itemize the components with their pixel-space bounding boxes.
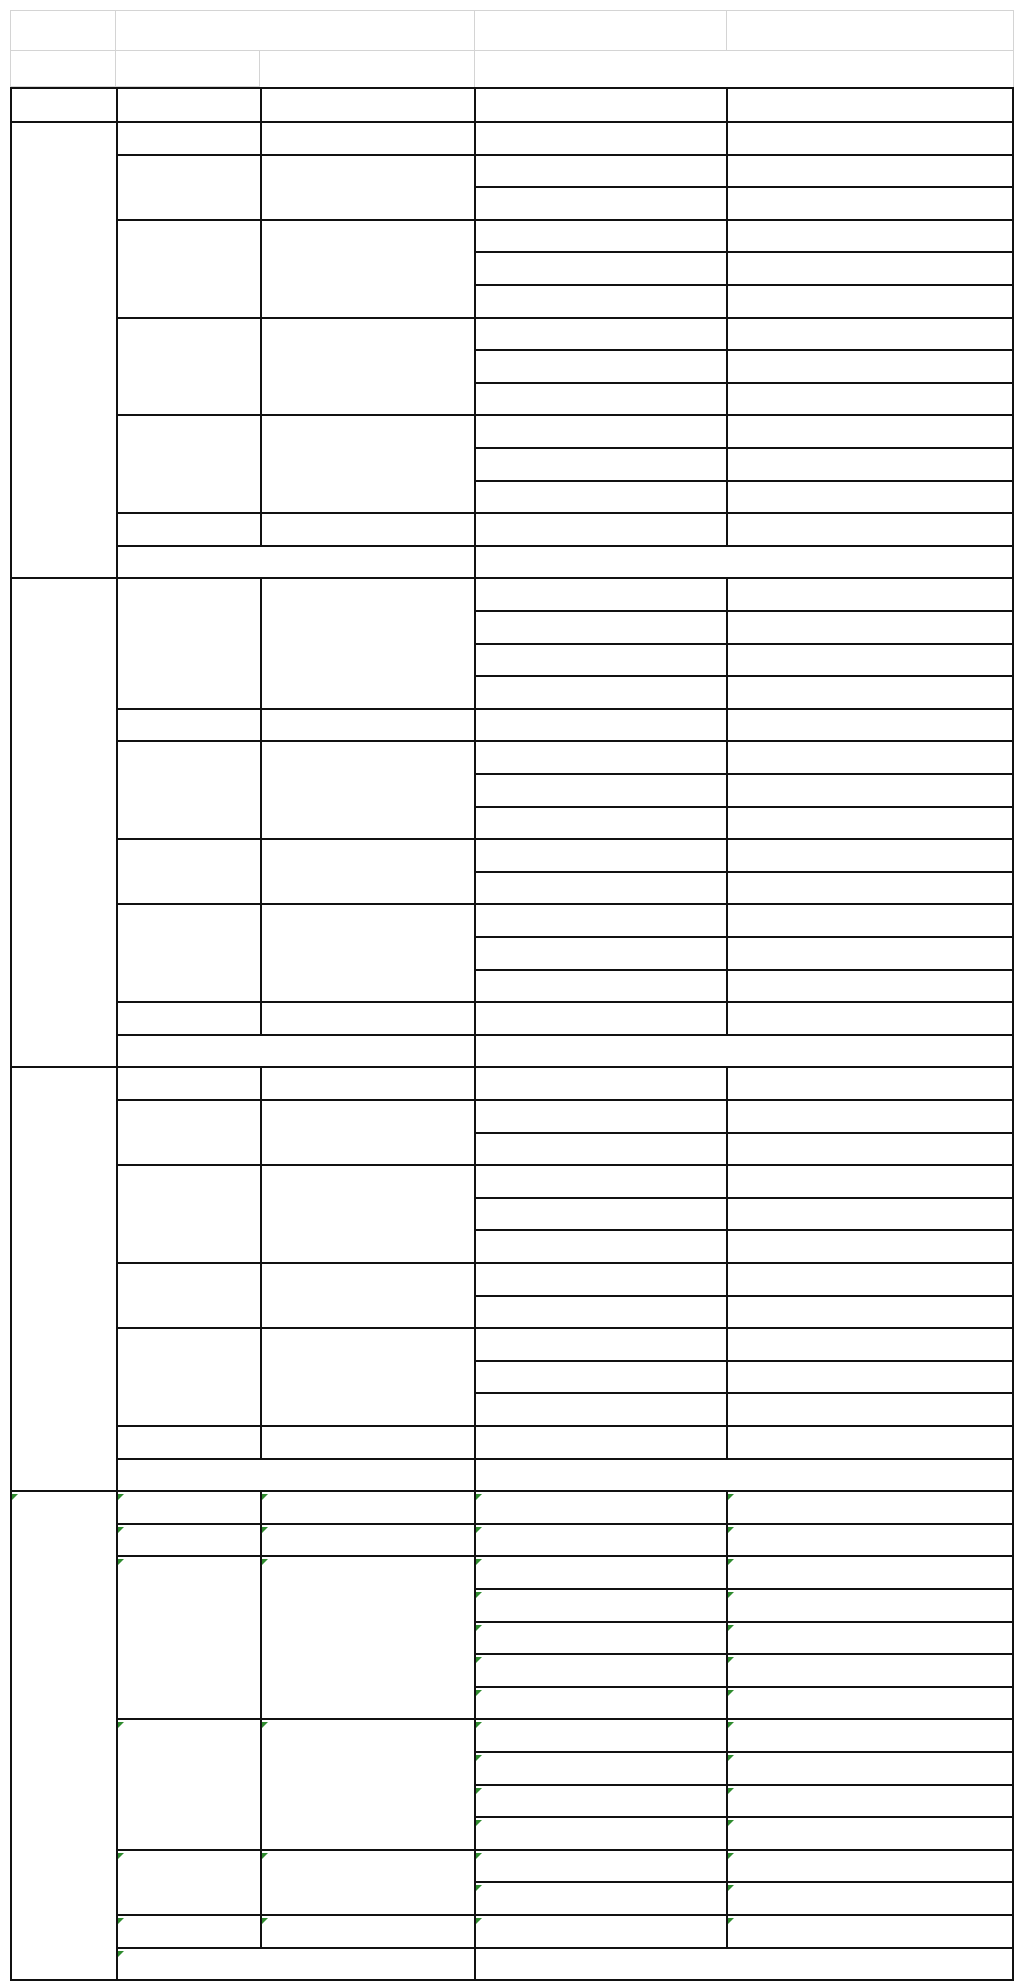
cell-marker [476, 1788, 482, 1794]
blank-cell [474, 1623, 726, 1656]
weight-cell [726, 775, 1014, 808]
cell-marker [728, 1527, 734, 1533]
dish-name [260, 1329, 474, 1427]
dish-name [260, 1068, 474, 1101]
ingredient-cell [474, 971, 726, 1004]
category-cell [116, 1427, 260, 1460]
ingredient-cell [474, 1362, 726, 1395]
weight-cell [726, 938, 1014, 971]
weight-cell [726, 710, 1014, 743]
category-cell [116, 221, 260, 319]
weight-cell [726, 156, 1014, 189]
dish-name [260, 1003, 474, 1036]
cell-marker [476, 1690, 482, 1696]
title-spacer [474, 10, 726, 51]
weight-cell [726, 579, 1014, 612]
ingredient-cell [474, 319, 726, 352]
blank-cell [726, 1557, 1014, 1590]
dish-name [260, 840, 474, 905]
blank-cell [726, 1883, 1014, 1916]
dish-name [260, 514, 474, 547]
ingredient-cell [474, 188, 726, 221]
dish-name [260, 579, 474, 709]
weight-cell [726, 677, 1014, 710]
ingredient-cell [474, 1068, 726, 1101]
weight-cell [726, 840, 1014, 873]
subtitle-blank-cell [10, 51, 116, 87]
cell-marker [262, 1559, 268, 1565]
dish-name [260, 123, 474, 156]
page-title [116, 10, 474, 51]
ingredient-cell [474, 449, 726, 482]
ingredient-cell [474, 416, 726, 449]
seasoning-label [116, 1036, 474, 1069]
weight-cell [726, 1394, 1014, 1427]
weight-cell [726, 1166, 1014, 1199]
cell-marker [476, 1918, 482, 1924]
cell-marker [476, 1527, 482, 1533]
weight-cell [726, 873, 1014, 906]
weight-cell [726, 1068, 1014, 1101]
ingredient-cell [474, 1231, 726, 1264]
dish-name [260, 1264, 474, 1329]
cell-marker [728, 1918, 734, 1924]
header-weight [726, 87, 1014, 123]
weight-cell [726, 1427, 1014, 1460]
weight-cell [726, 286, 1014, 319]
ingredient-cell [474, 384, 726, 417]
blank-cell [726, 1818, 1014, 1851]
subtitle-blank-cell [116, 51, 260, 87]
weight-cell [726, 612, 1014, 645]
cell-marker [476, 1657, 482, 1663]
weight-cell [726, 971, 1014, 1004]
cell-marker [262, 1494, 268, 1500]
header-dish [260, 87, 474, 123]
blank-cell [726, 1590, 1014, 1623]
blank-cell [474, 1916, 726, 1949]
cell-marker [728, 1657, 734, 1663]
cell-marker [728, 1625, 734, 1631]
ingredient-cell [474, 1166, 726, 1199]
cell-marker [262, 1722, 268, 1728]
ingredient-cell [474, 514, 726, 547]
ingredient-cell [474, 286, 726, 319]
blank-cell [726, 1525, 1014, 1558]
weight-cell [726, 905, 1014, 938]
ingredient-cell [474, 645, 726, 678]
category-cell [116, 1166, 260, 1264]
blank-cell [726, 1786, 1014, 1819]
weight-cell [726, 808, 1014, 841]
seasoning-label [116, 1460, 474, 1493]
cell-marker [118, 1559, 124, 1565]
header-date [10, 87, 116, 123]
cell-marker [728, 1592, 734, 1598]
weight-cell [726, 1231, 1014, 1264]
category-cell [116, 319, 260, 417]
weight-cell [726, 1264, 1014, 1297]
category-cell [116, 1003, 260, 1036]
blank-cell [726, 1492, 1014, 1525]
category-cell [116, 123, 260, 156]
ingredient-cell [474, 873, 726, 906]
cell-marker [476, 1559, 482, 1565]
blank-cell [474, 1818, 726, 1851]
ingredient-cell [474, 1199, 726, 1232]
blank-cell [116, 1720, 260, 1850]
category-cell [116, 514, 260, 547]
blank-cell [260, 1525, 474, 1558]
category-cell [116, 905, 260, 1003]
cell-marker [728, 1853, 734, 1859]
header-ingredient [474, 87, 726, 123]
category-cell [116, 579, 260, 709]
day-label [10, 123, 116, 579]
ingredient-cell [474, 1003, 726, 1036]
ingredient-cell [474, 677, 726, 710]
category-cell [116, 416, 260, 514]
blank-cell [474, 1557, 726, 1590]
cell-marker [728, 1885, 734, 1891]
ingredient-cell [474, 808, 726, 841]
ingredient-cell [474, 1394, 726, 1427]
day-label [10, 1068, 116, 1492]
cell-marker [476, 1494, 482, 1500]
cell-marker [118, 1494, 124, 1500]
blank-cell [116, 1557, 260, 1720]
category-cell [116, 1329, 260, 1427]
cell-marker [12, 1494, 18, 1500]
cell-marker [728, 1755, 734, 1761]
blank-cell [260, 1720, 474, 1850]
weight-cell [726, 221, 1014, 254]
weight-cell [726, 1003, 1014, 1036]
dish-name [260, 905, 474, 1003]
cell-marker [262, 1853, 268, 1859]
blank-cell [726, 1655, 1014, 1688]
weight-cell [726, 416, 1014, 449]
ingredient-cell [474, 905, 726, 938]
seasoning-value [474, 1460, 1014, 1493]
weight-cell [726, 1362, 1014, 1395]
weight-cell [726, 482, 1014, 515]
blank-cell [726, 1720, 1014, 1753]
cell-marker [476, 1722, 482, 1728]
seasoning-label [116, 547, 474, 580]
cell-marker [728, 1690, 734, 1696]
weight-cell [726, 645, 1014, 678]
blank-cell [474, 1720, 726, 1753]
ingredient-cell [474, 840, 726, 873]
blank-cell [726, 1753, 1014, 1786]
cell-marker [476, 1755, 482, 1761]
weight-cell [726, 514, 1014, 547]
cell-marker [476, 1885, 482, 1891]
blank-cell [116, 1916, 260, 1949]
ingredient-cell [474, 612, 726, 645]
dish-name [260, 156, 474, 221]
header-category [116, 87, 260, 123]
blank-cell [260, 1851, 474, 1916]
blank-cell [474, 1688, 726, 1721]
weight-cell [726, 1297, 1014, 1330]
category-cell [116, 156, 260, 221]
weight-cell [726, 384, 1014, 417]
dish-name [260, 416, 474, 514]
ingredient-cell [474, 775, 726, 808]
blank-cell [474, 1655, 726, 1688]
category-cell [116, 710, 260, 743]
cell-marker [728, 1722, 734, 1728]
category-cell [116, 840, 260, 905]
blank-cell [726, 1851, 1014, 1884]
weight-cell [726, 1199, 1014, 1232]
category-cell [116, 1068, 260, 1101]
blank-cell [260, 1557, 474, 1720]
ingredient-cell [474, 742, 726, 775]
cell-marker [118, 1527, 124, 1533]
ingredient-cell [474, 1329, 726, 1362]
cell-marker [728, 1820, 734, 1826]
weight-cell [726, 1329, 1014, 1362]
weight-cell [726, 188, 1014, 221]
weight-cell [726, 449, 1014, 482]
blank-cell [260, 1916, 474, 1949]
cell-marker [118, 1853, 124, 1859]
blank-cell [474, 1590, 726, 1623]
blank-cell [116, 1851, 260, 1916]
cell-marker [728, 1788, 734, 1794]
ingredient-cell [474, 938, 726, 971]
dish-name [260, 221, 474, 319]
ingredient-cell [474, 351, 726, 384]
cell-marker [476, 1820, 482, 1826]
cell-marker [262, 1918, 268, 1924]
date-range [474, 51, 1014, 87]
blank-cell [474, 1786, 726, 1819]
cell-marker [476, 1592, 482, 1598]
blank-cell [726, 1916, 1014, 1949]
category-cell [116, 1264, 260, 1329]
ingredient-cell [474, 482, 726, 515]
blank-cell [726, 1623, 1014, 1656]
blank-cell [474, 1883, 726, 1916]
cell-marker [262, 1527, 268, 1533]
ingredient-cell [474, 156, 726, 189]
ingredient-cell [474, 123, 726, 156]
seasoning-value [474, 547, 1014, 580]
ingredient-cell [474, 1297, 726, 1330]
cell-marker [118, 1722, 124, 1728]
title-blank-cell [10, 10, 116, 51]
blank-cell [116, 1492, 260, 1525]
ingredient-cell [474, 710, 726, 743]
blank-cell [260, 1492, 474, 1525]
category-cell [116, 742, 260, 840]
cell-marker [476, 1625, 482, 1631]
blank-cell [474, 1851, 726, 1884]
day-label [10, 579, 116, 1068]
weight-cell [726, 253, 1014, 286]
cell-marker [728, 1559, 734, 1565]
set-label [260, 51, 474, 87]
blank-cell [474, 1753, 726, 1786]
dish-name [260, 710, 474, 743]
dish-name [260, 1166, 474, 1264]
ingredient-cell [474, 1134, 726, 1167]
ingredient-cell [474, 579, 726, 612]
weight-cell [726, 1134, 1014, 1167]
blank-cell [116, 1949, 474, 1981]
weight-cell [726, 123, 1014, 156]
category-cell [116, 1101, 260, 1166]
ingredient-cell [474, 221, 726, 254]
dish-name [260, 319, 474, 417]
seasoning-value [474, 1036, 1014, 1069]
weight-cell [726, 351, 1014, 384]
weight-cell [726, 742, 1014, 775]
cell-marker [118, 1918, 124, 1924]
blank-cell [116, 1525, 260, 1558]
weight-cell [726, 319, 1014, 352]
ingredient-cell [474, 1101, 726, 1134]
cell-marker [118, 1951, 124, 1957]
blank-day-cell [10, 1492, 116, 1981]
ingredient-cell [474, 1264, 726, 1297]
weight-cell [726, 1101, 1014, 1134]
blank-cell [474, 1492, 726, 1525]
dish-name [260, 1427, 474, 1460]
cell-marker [476, 1853, 482, 1859]
dish-name [260, 1101, 474, 1166]
dish-name [260, 742, 474, 840]
blank-cell [474, 1949, 1014, 1981]
ingredient-cell [474, 1427, 726, 1460]
ingredient-cell [474, 253, 726, 286]
title-spacer [726, 10, 1014, 51]
blank-cell [726, 1688, 1014, 1721]
blank-cell [474, 1525, 726, 1558]
cell-marker [728, 1494, 734, 1500]
